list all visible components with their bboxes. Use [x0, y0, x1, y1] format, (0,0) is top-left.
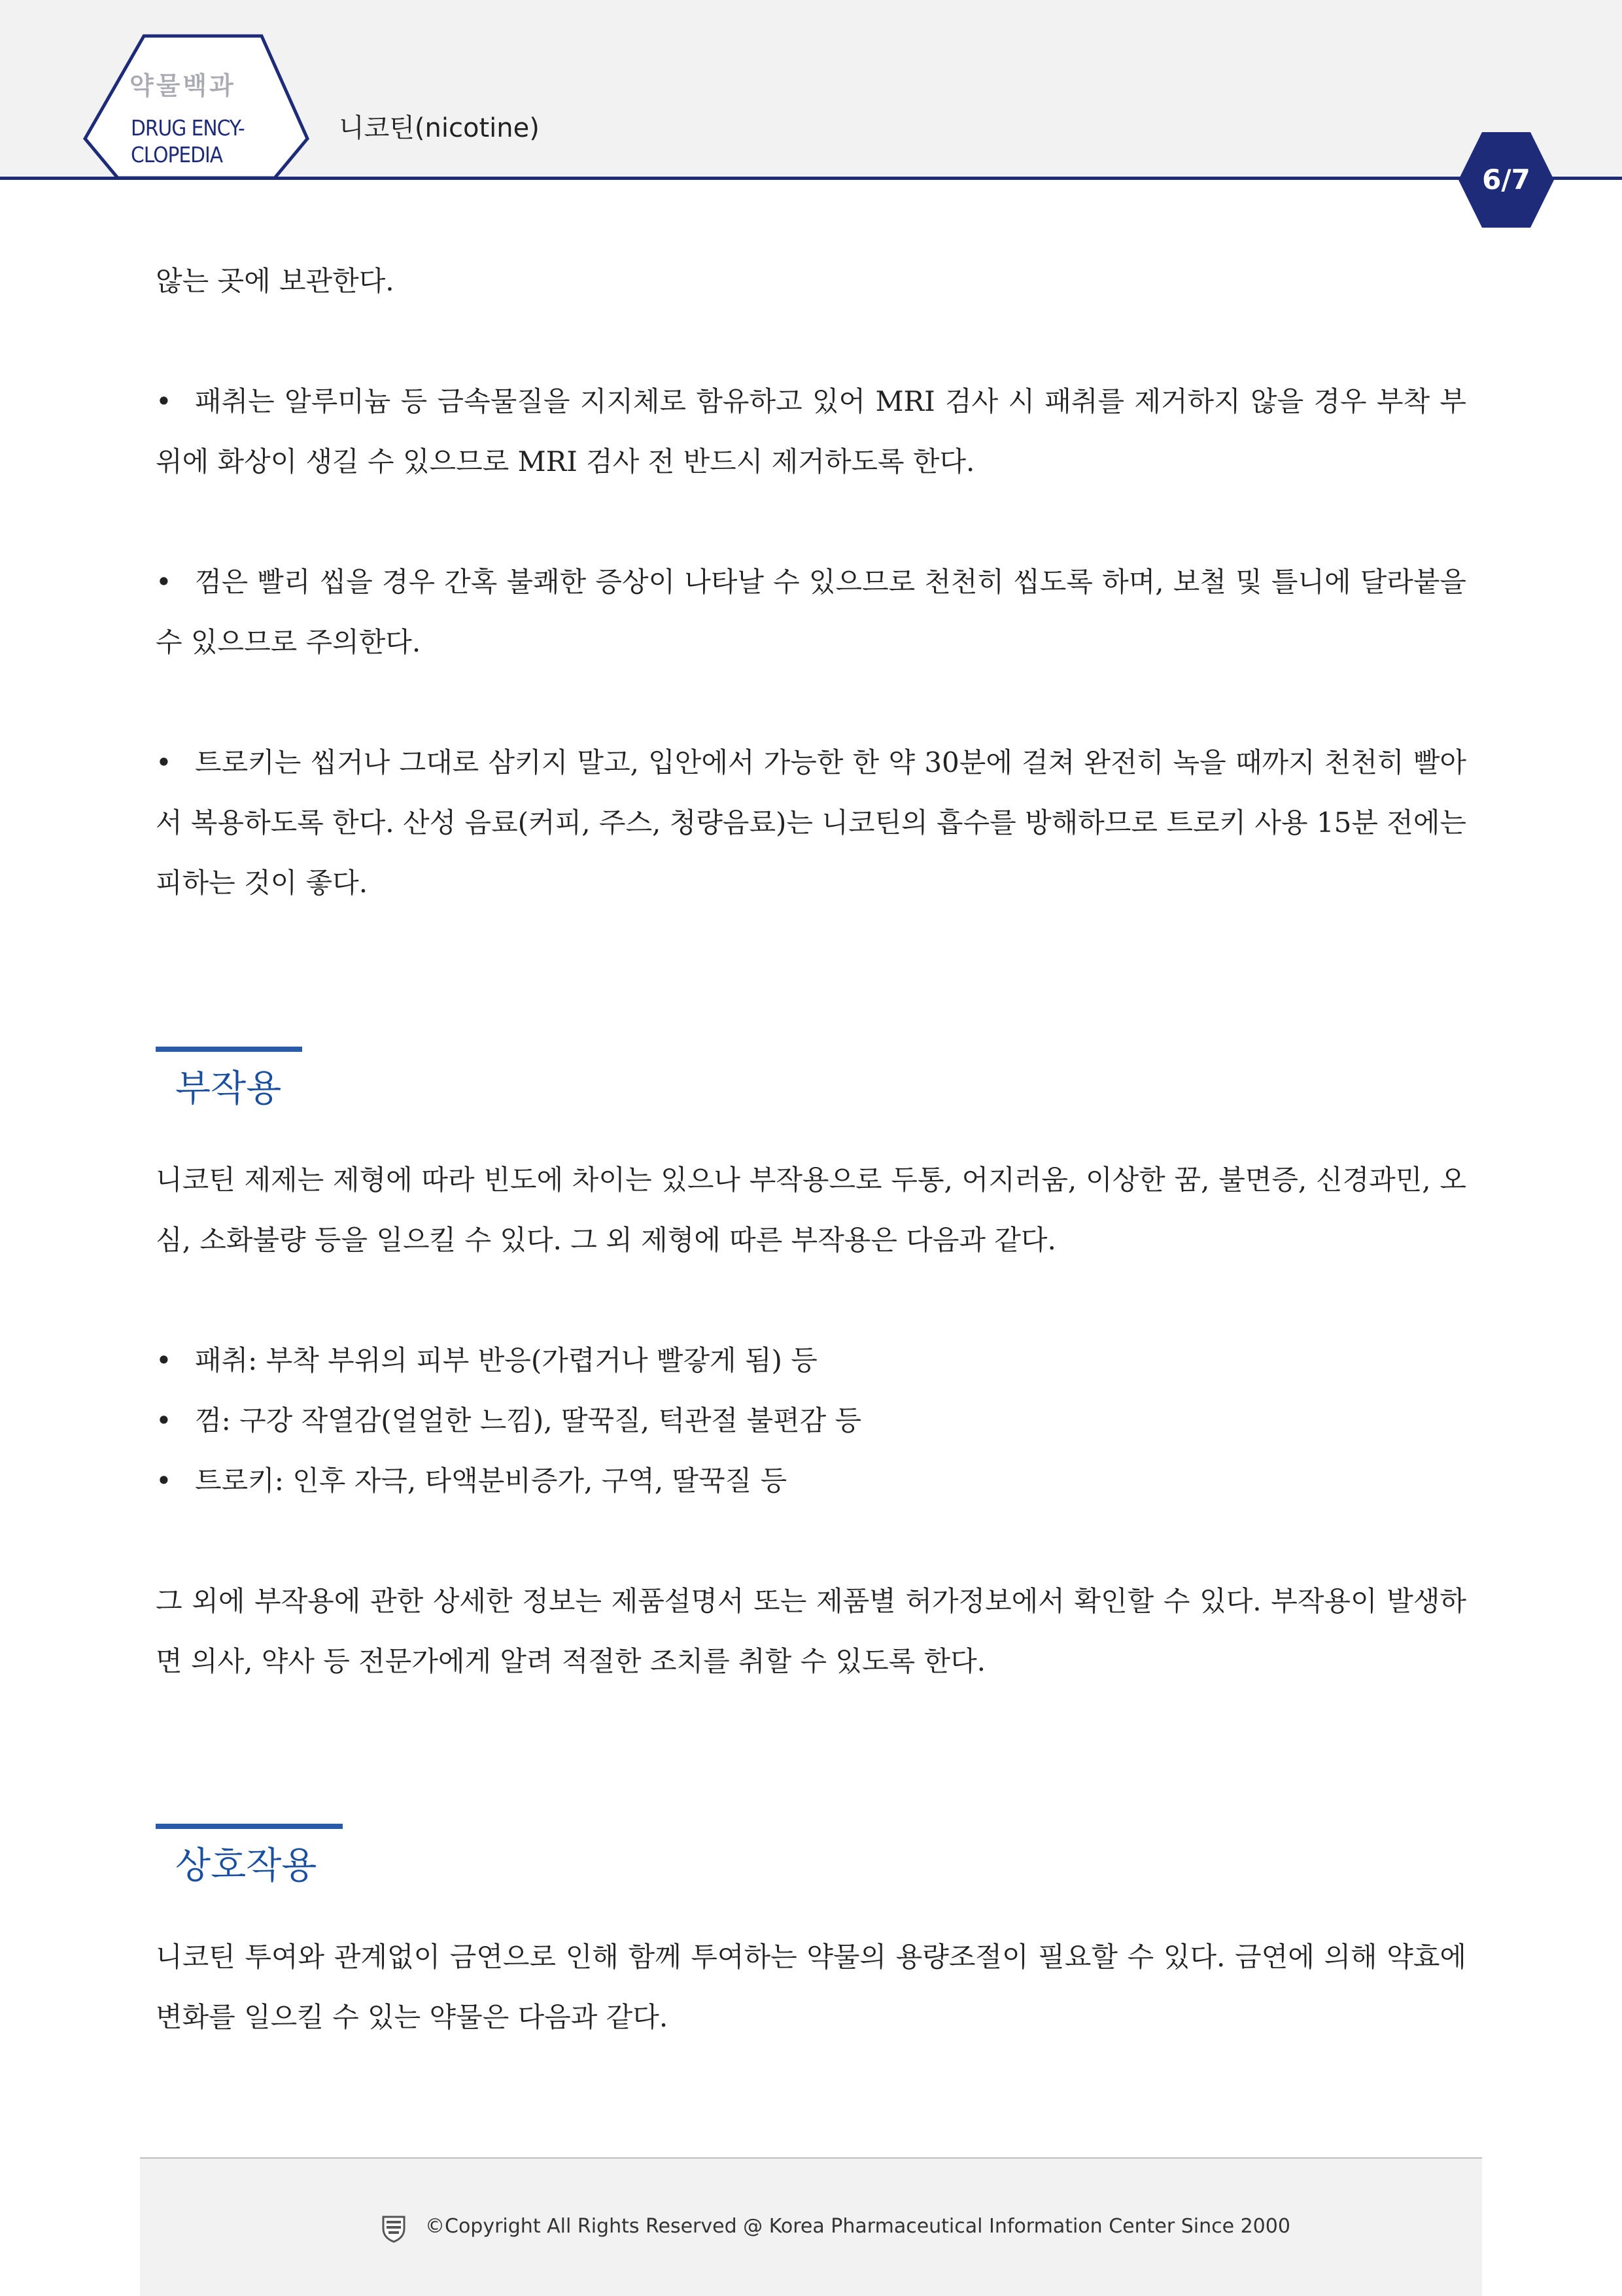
- side-effect-text: 패취: 부착 부위의 피부 반응(가렵거나 빨갛게 됨) 등: [195, 1344, 818, 1376]
- logo-korean-text: 약물백과: [129, 71, 236, 100]
- storage-continued-text: 않는 곳에 보관한다.: [156, 265, 394, 297]
- section-accent-bar: [156, 1824, 343, 1829]
- bullet-dot: •: [156, 746, 172, 778]
- kpic-shield-icon: [381, 2214, 407, 2243]
- storage-bullet-gum: [156, 552, 1466, 672]
- bullet-text: 패취는 알루미늄 등 금속물질을 지지체로 함유하고 있어 MRI 검사 시 패취를 제거하지 않을 경우 부착 부위에 화상이 생길 수 있으므로 MRI 검사 전 반드시 제거하도록 한다.: [156, 385, 1467, 478]
- storage-bullet-patch: [156, 372, 1466, 492]
- side-effects-intro: 니코틴 제제는 제형에 따라 빈도에 차이는 있으나 부작용으로 두통, 어지러움, 이상한 꿈, 불면증, 신경과민, 오심, 소화불량 등을 일으킬 수 있다. 그 외 제형에 따른 부작용은 다음과 같다.: [156, 1164, 1466, 1256]
- side-effect-text: 껌: 구강 작열감(얼얼한 느낌), 딸꾹질, 턱관절 불편감 등: [195, 1404, 862, 1436]
- interactions-intro: 니코틴 투여와 관계없이 금연으로 인해 함께 투여하는 약물의 용량조절이 필요할 수 있다. 금연에 의해 약효에 변화를 일으킬 수 있는 약물은 다음과 같다.: [156, 1941, 1466, 2033]
- page-number: 6/7: [1482, 164, 1530, 196]
- section-accent-bar: [156, 1047, 302, 1052]
- section-title-interactions: 상호작용: [175, 1845, 317, 1887]
- side-effect-item-troche: [156, 1451, 1466, 1511]
- bullet-dot: •: [156, 1465, 172, 1497]
- bullet-dot: •: [156, 1404, 172, 1436]
- bullet-dot: •: [156, 566, 172, 598]
- logo-english-text: [131, 114, 301, 168]
- side-effect-text: 트로키: 인후 자극, 타액분비증가, 구역, 딸꾹질 등: [195, 1465, 787, 1497]
- side-effects-outro: 그 외에 부작용에 관한 상세한 정보는 제품설명서 또는 제품별 허가정보에서 확인할 수 있다. 부작용이 발생하면 의사, 약사 등 전문가에게 알려 적절한 조치를 취할 수 있도록 한다.: [156, 1585, 1466, 1677]
- logo-english-line-2: CLOPEDIA: [131, 142, 223, 167]
- section-title-side-effects: 부작용: [175, 1068, 282, 1110]
- side-effect-item-patch: [156, 1331, 1466, 1391]
- storage-bullet-troche: [156, 733, 1466, 913]
- bullet-dot: •: [156, 385, 172, 417]
- footer-copyright: ©Copyright All Rights Reserved @ Korea Pharmaceutical Information Center Since 2000: [425, 2215, 1290, 2238]
- bullet-text: 껌은 빨리 씹을 경우 간혹 불쾌한 증상이 나타날 수 있으므로 천천히 씹도록 하며, 보철 및 틀니에 달라붙을 수 있으므로 주의한다.: [156, 566, 1466, 658]
- bullet-text: 트로키는 씹거나 그대로 삼키지 말고, 입안에서 가능한 한 약 30분에 걸쳐 완전히 녹을 때까지 천천히 빨아서 복용하도록 한다. 산성 음료(커피, 주스, 청량음료)는 니코틴의 흡수를 방해하므로 트로키 사용 15분 전에는 피하는 것이 좋다.: [156, 746, 1466, 899]
- side-effect-item-gum: [156, 1391, 1466, 1451]
- logo-english-line-1: DRUG ENCY-: [131, 115, 245, 141]
- bullet-dot: •: [156, 1344, 172, 1376]
- document-title: 니코틴(nicotine): [339, 113, 540, 143]
